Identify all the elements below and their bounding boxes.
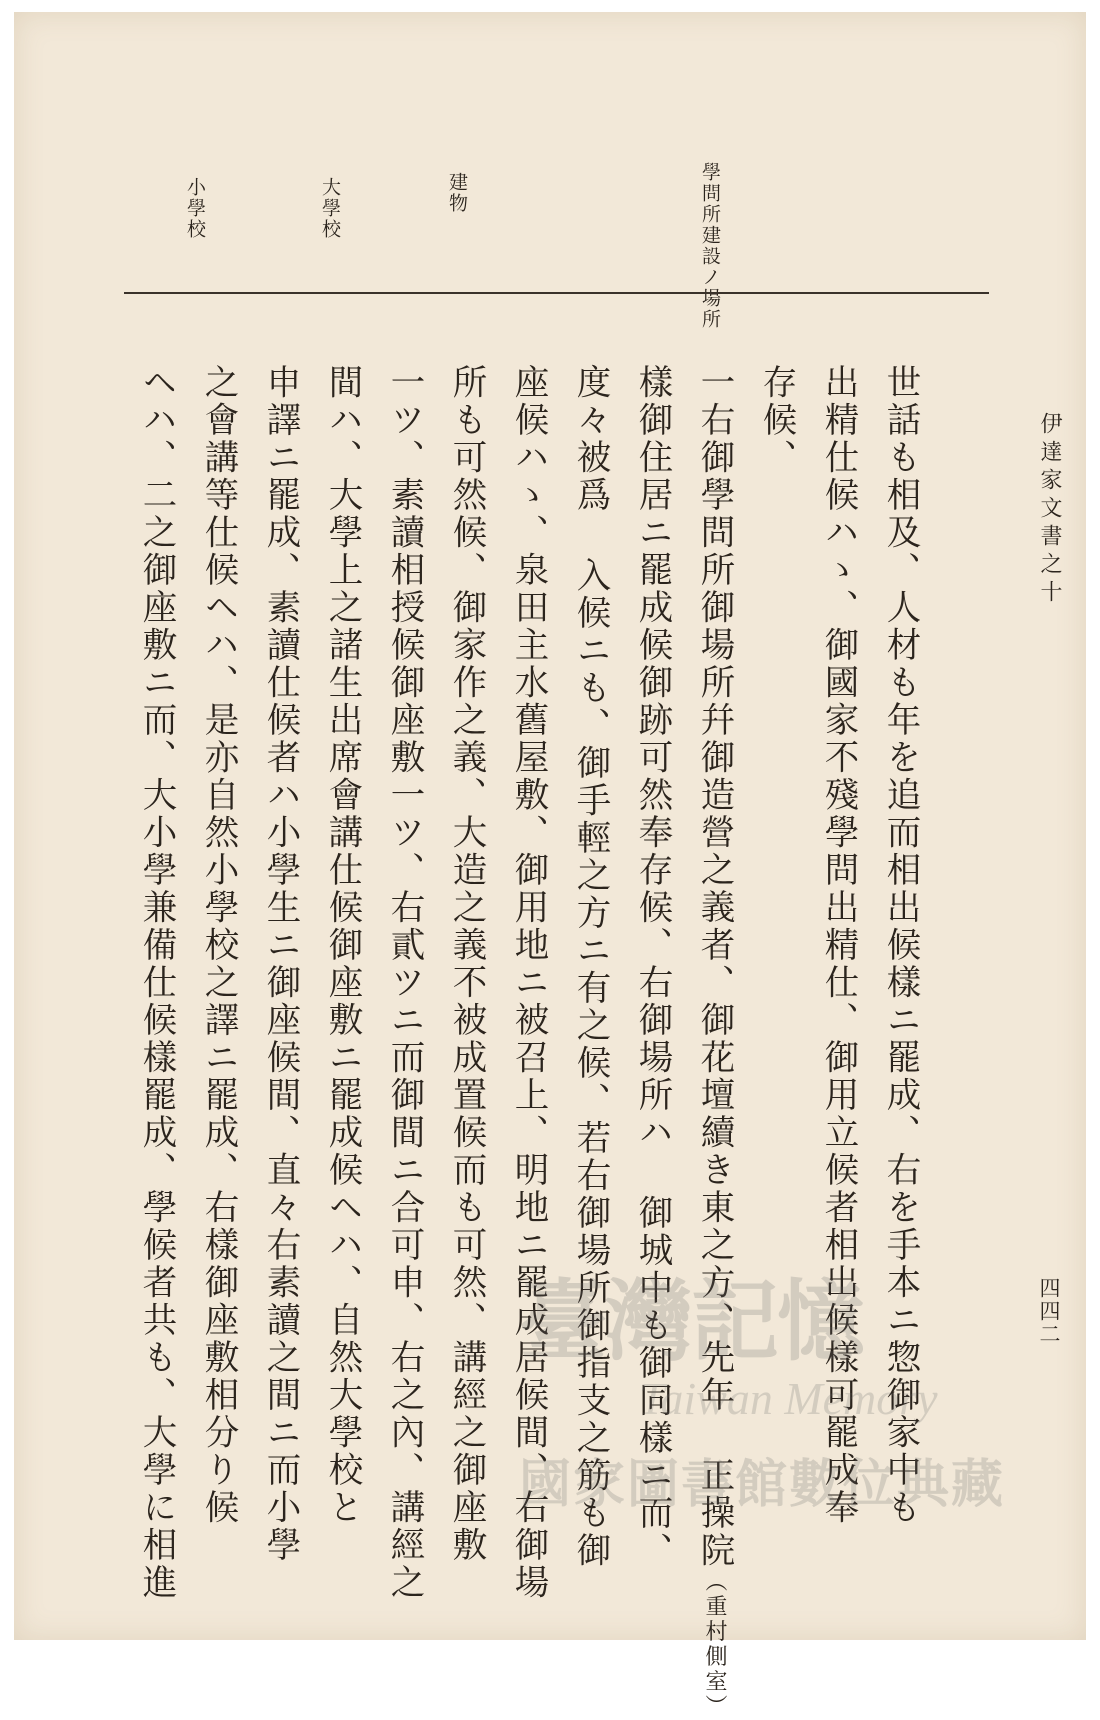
body-line: 座候ハゝ、泉田主水舊屋敷、御用地ニ被召上、明地ニ罷成居候間、右御場 — [508, 364, 548, 1602]
body-line: 度々被爲 入候ニも、御手輕之方ニ有之候、若右御場所御指支之筋も御 — [570, 364, 610, 1570]
body-line: 樣御住居ニ罷成候御跡可然奉存候、右御場所ハ 御城中も御同樣ニ而、 — [632, 364, 672, 1570]
body-line: 所も可然候、御家作之義、大造之義不被成置候而も可然、講經之御座敷 — [446, 364, 486, 1564]
margin-note-university: 大學校 — [319, 177, 341, 240]
book-title: 伊達家文書之十 — [1037, 412, 1062, 608]
watermark — [519, 1252, 1039, 1542]
body-line: 存候、 — [756, 364, 796, 477]
watermark-chinese: 臺灣記憶 — [519, 1269, 864, 1373]
watermark-english: Taiwan Memory — [639, 1373, 938, 1424]
body-line: 之會講等仕候ヘハ、是亦自然小學校之譯ニ罷成、右樣御座敷相分り候 — [198, 364, 238, 1527]
header-divider — [124, 292, 989, 294]
document-page — [14, 12, 1086, 1720]
body-line: 申譯ニ罷成、素讀仕候者ハ小學生ニ御座候間、直々右素讀之間ニ而小學 — [260, 364, 300, 1564]
body-line: ヘハ、二之御座敷ニ而、大小學兼備仕候樣罷成、學候者共も、大學に相進 — [136, 364, 176, 1602]
margin-note-site: 學問所建設ノ場所 — [699, 162, 721, 330]
body-line: 一ツ、素讀相授候御座敷一ツ、右貳ツニ而御間ニ合可申、右之內、講經之 — [384, 364, 424, 1602]
watermark-subtitle: 國家圖書館數位典藏 — [519, 1454, 1006, 1515]
body-line: 世話も相及、人材も年を追而相出候樣ニ罷成、右を手本ニ惣御家中も — [880, 364, 920, 1527]
margin-note-elementary: 小學校 — [184, 177, 206, 240]
page-number: 四四二 — [1037, 1277, 1061, 1346]
body-line-annotation: （重村側室） — [702, 1569, 727, 1720]
margin-note-building: 建物 — [446, 172, 468, 214]
body-line: 一右御學問所御場所幷御造營之義者、御花壇續き東之方、先年 正操院（重村側室） — [694, 364, 734, 1720]
body-line: 出精仕候ハゝ、御國家不殘學問出精仕、御用立候者相出候樣可罷成奉 — [818, 364, 858, 1527]
body-line: 間ハ、大學上之諸生出席會講仕候御座敷ニ罷成候ヘハ、自然大學校と — [322, 364, 362, 1527]
